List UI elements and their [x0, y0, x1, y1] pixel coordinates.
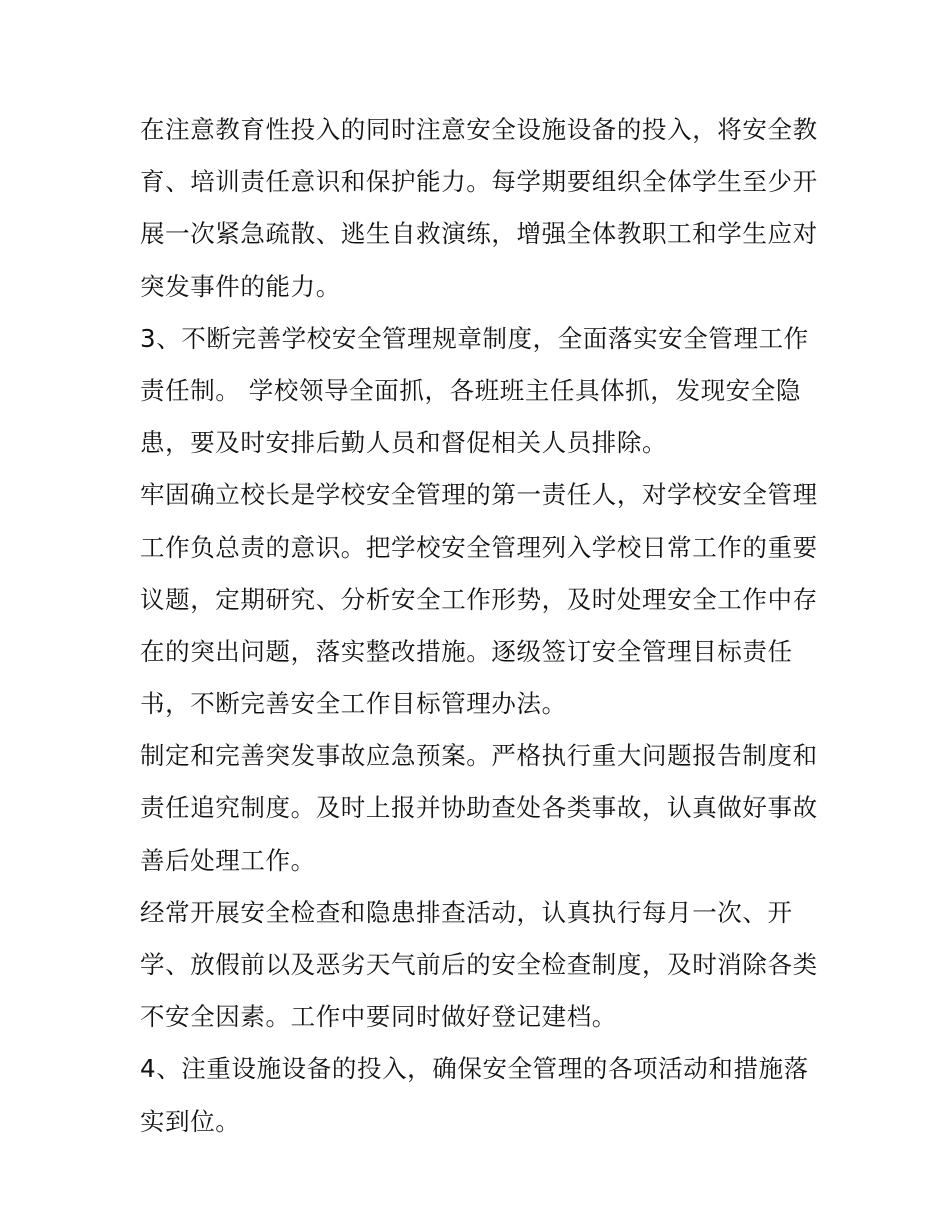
text-line: 学、放假前以及恶劣天气前后的安全检查制度，及时消除各类 — [140, 950, 818, 979]
text-line: 制定和完善突发事故应急预案。严格执行重大问题报告制度和 — [140, 741, 818, 771]
text-line: 突发事件的能力。 — [140, 271, 341, 301]
text-line: 责任制。 学校领导全面抓，各班班主任具体抓，发现安全隐 — [140, 375, 801, 405]
text-line: 牢固确立校长是学校安全管理的第一责任人，对学校安全管理 — [140, 480, 818, 510]
text-line: 3、不断完善学校安全管理规章制度，全面落实安全管理工作 — [140, 323, 809, 353]
text-line: 展一次紧急疏散、逃生自救演练，增强全体教职工和学生应对 — [140, 219, 818, 249]
text-line: 工作负总责的意识。把学校安全管理列入学校日常工作的重要 — [140, 532, 818, 562]
text-line: 在注意教育性投入的同时注意安全设施设备的投入，将安全教 — [140, 115, 818, 144]
text-line: 不安全因素。工作中要同时做好登记建档。 — [140, 1002, 617, 1032]
text-line: 议题，定期研究、分析安全工作形势，及时处理安全工作中存 — [140, 584, 818, 614]
document-body — [140, 104, 820, 1148]
text-line: 在的突出问题，落实整改措施。逐级签订安全管理目标责任 — [140, 636, 793, 666]
text-line: 经常开展安全检查和隐患排查活动，认真执行每月一次、开 — [140, 897, 793, 927]
text-line: 4、注重设施设备的投入，确保安全管理的各项活动和措施落 — [140, 1054, 809, 1084]
text-line: 育、培训责任意识和保护能力。每学期要组织全体学生至少开 — [140, 167, 818, 197]
text-line: 患，要及时安排后勤人员和督促相关人员排除。 — [140, 428, 668, 458]
text-line: 善后处理工作。 — [140, 845, 316, 875]
text-line: 责任追究制度。及时上报并协助查处各类事故，认真做好事故 — [140, 793, 818, 823]
text-line: 实到位。 — [140, 1106, 241, 1136]
text-line: 书，不断完善安全工作目标管理办法。 — [140, 689, 567, 719]
